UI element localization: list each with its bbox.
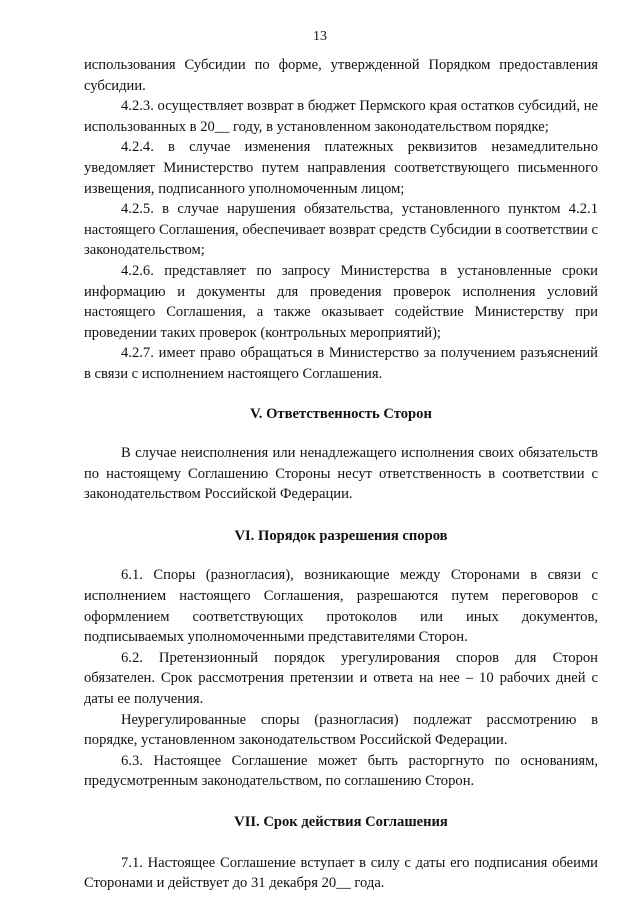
paragraph-4-2-4: 4.2.4. в случае изменения платежных реквизитов незамедлительно уведомляет Министерство путем направления соответствующего письменного извещения, подписанного уполномоченным лицом; [84,139,598,197]
paragraph-4-2-6: 4.2.6. представляет по запросу Министерства в установленные сроки информацию и документы для проведения проверок исполнения условий настоящего Соглашения, а также оказывает содействие Министерству при проведении таких проверок (контрольных мероприятий); [84,262,598,341]
paragraph-7-1: 7.1. Настоящее Соглашение вступает в силу с даты его подписания обеими Сторонами и действует до 31 декабря 20__ года. [84,854,598,892]
paragraph-unresolved-disputes: Неурегулированные споры (разногласия) подлежат рассмотрению в порядке, установленном законодательством Российской Федерации. [84,711,598,749]
page-number: 13 [313,29,327,44]
section-heading-term: VII. Срок действия Соглашения [234,814,448,830]
paragraph-4-2-5: 4.2.5. в случае нарушения обязательства, установленного пунктом 4.2.1 настоящего Соглашения, обеспечивает возврат средств Субсидии в соответствии с законодательством; [84,201,598,259]
paragraph-6-3: 6.3. Настоящее Соглашение может быть расторгнуто по основаниям, предусмотренным законодательством, по соглашению Сторон. [84,752,598,790]
paragraph-4-2-7: 4.2.7. имеет право обращаться в Министерство за получением разъяснений в связи с исполнением настоящего Соглашения. [84,345,598,382]
section-heading-disputes: VI. Порядок разрешения споров [234,527,448,544]
paragraph-4-2-3: 4.2.3. осуществляет возврат в бюджет Пермского края остатков субсидий, не использованных в 20__ году, в установленном законодательством порядке; [84,98,598,135]
paragraph-6-2: 6.2. Претензионный порядок урегулирования споров для Сторон обязателен. Срок рассмотрения претензии и ответа на нее – 10 рабочих дней с даты ее получения. [84,649,598,708]
section-heading-responsibility: V. Ответственность Сторон [250,405,432,422]
paragraph-continuation: использования Субсидии по форме, утвержденной Порядком предоставления субсидии. [84,57,598,94]
paragraph-responsibility: В случае неисполнения или ненадлежащего исполнения своих обязательств по настоящему Соглашению Стороны несут ответственность в соответствии с законодательством Российской Федерации. [84,445,598,503]
document-body [84,55,598,894]
paragraph-6-1: 6.1. Споры (разногласия), возникающие между Сторонами в связи с исполнением настоящего Соглашения, разрешаются путем переговоров с оформлением соответствующих протоколов или иных документов, подписываемых уполномоченными представителями Сторон. [84,567,598,646]
